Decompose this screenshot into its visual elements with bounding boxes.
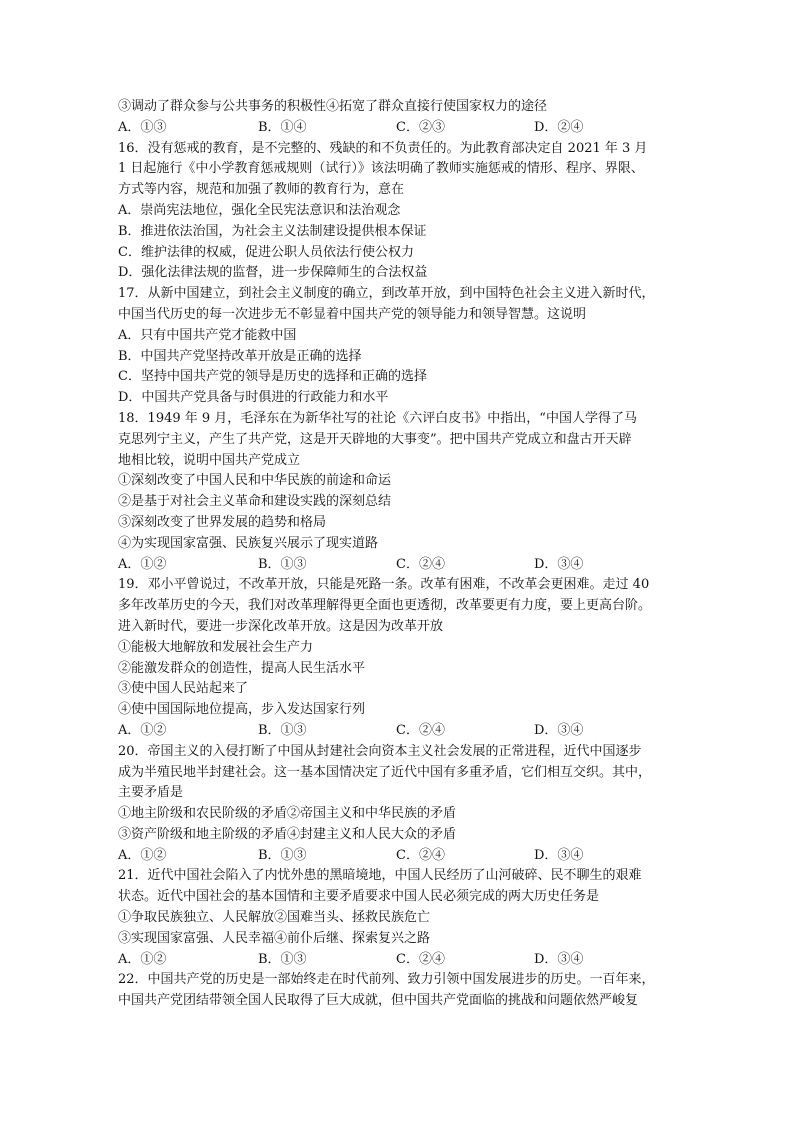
question-stem-line: 19．邓小平曾说过，不改革开放，只能是死路一条。改革有困难，不改革会更困难。走过 40 [118,577,650,593]
option-a[interactable]: A．①③ [118,119,167,135]
option-c[interactable]: C．②④ [396,722,445,738]
question-stem-line: 状态。近代中国社会的基本国情和主要矛盾要求中国人民必须完成的两大历史任务是 [118,889,600,905]
question-stem-line: 18．1949 年 9 月，毛泽东在为新华社写的社论《六评白皮书》中指出，“中国人学得了马 [118,410,637,426]
option-d[interactable]: D．③④ [534,722,584,738]
option-b[interactable]: B．①③ [258,951,307,967]
choice-c[interactable]: C．维护法律的权威，促进公职人员依法行使公权力 [118,244,414,260]
statement-item: ③资产阶级和地主阶级的矛盾④封建主义和人民大众的矛盾 [118,826,457,842]
choice-b[interactable]: B．中国共产党坚持改革开放是正确的选择 [118,348,362,364]
question-20 [118,742,684,867]
question-18 [118,409,684,575]
question-19 [118,575,684,741]
statement-item: ①争取民族独立、人民解放②国难当头、拯救民族危亡 [118,910,431,926]
statement-item: ①能极大地解放和发展社会生产力 [118,639,314,655]
option-a[interactable]: A．①② [118,951,167,967]
option-b[interactable]: B．①③ [258,722,307,738]
statement-item: ①深刻改变了中国人民和中华民族的前途和命运 [118,473,392,489]
q15-options [118,118,684,139]
question-stem-line: 多年改革历史的今天，我们对改革理解得更全面也更透彻，改革要更有力度，要上更高台阶。 [118,598,652,614]
statement-item: ②是基于对社会主义革命和建设实践的深刻总结 [118,494,392,510]
option-c[interactable]: C．②④ [396,951,445,967]
question-stem-line: 21．近代中国社会陷入了内忧外患的黑暗境地，中国人民经历了山河破碎、民不聊生的艰难 [118,868,642,884]
statement-item: ②能激发群众的创造性，提高人民生活水平 [118,660,366,676]
question-stem-line: 1 日起施行《中小学教育惩戒规则（试行）》该法明确了教师实施惩戒的情形、程序、界限、 [118,161,644,177]
choice-a[interactable]: A．崇尚宪法地位，强化全民宪法意识和法治观念 [118,202,401,218]
choice-a[interactable]: A．只有中国共产党才能救中国 [118,327,297,343]
q20-options [118,846,684,867]
option-c[interactable]: C．②③ [396,119,445,135]
question-stem-line: 成为半殖民地半封建社会。这一基本国情决定了近代中国有多重矛盾，它们相互交织。其中， [118,764,652,780]
statement-item: ①地主阶级和农民阶级的矛盾②帝国主义和中华民族的矛盾 [118,806,457,822]
statement-item: ③深刻改变了世界发展的趋势和格局 [118,514,327,530]
question-16 [118,139,684,285]
question-21 [118,866,684,970]
option-d[interactable]: D．②④ [534,119,584,135]
q21-options [118,950,684,971]
question-stem-line: 22．中国共产党的历史是一部始终走在时代前列、致力引领中国发展进步的历史。一百年来， [118,972,655,988]
option-b[interactable]: B．①④ [258,119,307,135]
option-b[interactable]: B．①③ [258,556,307,572]
option-c[interactable]: C．②④ [396,847,445,863]
question-stem-line: 中国共产党团结带领全国人民取得了巨大成就，但中国共产党面临的挑战和问题依然严峻复 [118,993,639,1009]
question-stem-line: 主要矛盾是 [118,785,184,801]
q18-options [118,555,684,576]
question-stem-line: 中国当代历史的每一次进步无不彰显着中国共产党的领导能力和领导智慧。这说明 [118,306,587,322]
statement-item: ③使中国人民站起来了 [118,681,249,697]
option-c[interactable]: C．②④ [396,556,445,572]
option-d[interactable]: D．③④ [534,847,584,863]
choice-b[interactable]: B．推进依法治国，为社会主义法制建设提供根本保证 [118,223,427,239]
exam-page [118,97,684,1012]
question-stem-line: 克思列宁主义，产生了共产党，这是开天辟地的大事变”。把中国共产党成立和盘古开天辟 [118,431,632,447]
question-stem-line: 进入新时代，要进一步深化改革开放。这是因为改革开放 [118,618,444,634]
question-stem-line: 方式等内容，规范和加强了教师的教育行为，意在 [118,182,405,198]
q15-item-tail: ③调动了群众参与公共事务的积极性④拓宽了群众直接行使国家权力的途径 [118,99,548,114]
statement-item: ④为实现国家富强、民族复兴展示了现实道路 [118,535,379,551]
choice-d[interactable]: D．强化法律法规的监督，进一步保障师生的合法权益 [118,265,428,281]
option-d[interactable]: D．③④ [534,556,584,572]
option-d[interactable]: D．③④ [534,951,584,967]
option-a[interactable]: A．①② [118,556,167,572]
question-stem-line: 地相比较，说明中国共产党成立 [118,452,301,468]
question-22 [118,970,684,1012]
option-b[interactable]: B．①③ [258,847,307,863]
option-a[interactable]: A．①② [118,722,167,738]
question-stem-line: 16．没有惩戒的教育，是不完整的、残缺的和不负责任的。为此教育部决定自 2021 年 3 月 [118,140,648,156]
option-a[interactable]: A．①② [118,847,167,863]
question-stem-line: 20．帝国主义的入侵打断了中国从封建社会向资本主义社会发展的正常进程，近代中国逐步 [118,743,642,759]
question-stem-line: 17．从新中国建立，到社会主义制度的确立，到改革开放，到中国特色社会主义进入新时代， [118,286,655,302]
statement-item: ④使中国国际地位提高，步入发达国家行列 [118,702,366,718]
statement-item: ③实现国家富强、人民幸福④前仆后继、探索复兴之路 [118,930,431,946]
choice-c[interactable]: C．坚持中国共产党的领导是历史的选择和正确的选择 [118,369,427,385]
choice-d[interactable]: D．中国共产党具备与时俱进的行政能力和水平 [118,390,389,406]
q19-options [118,721,684,742]
question-17 [118,284,684,409]
